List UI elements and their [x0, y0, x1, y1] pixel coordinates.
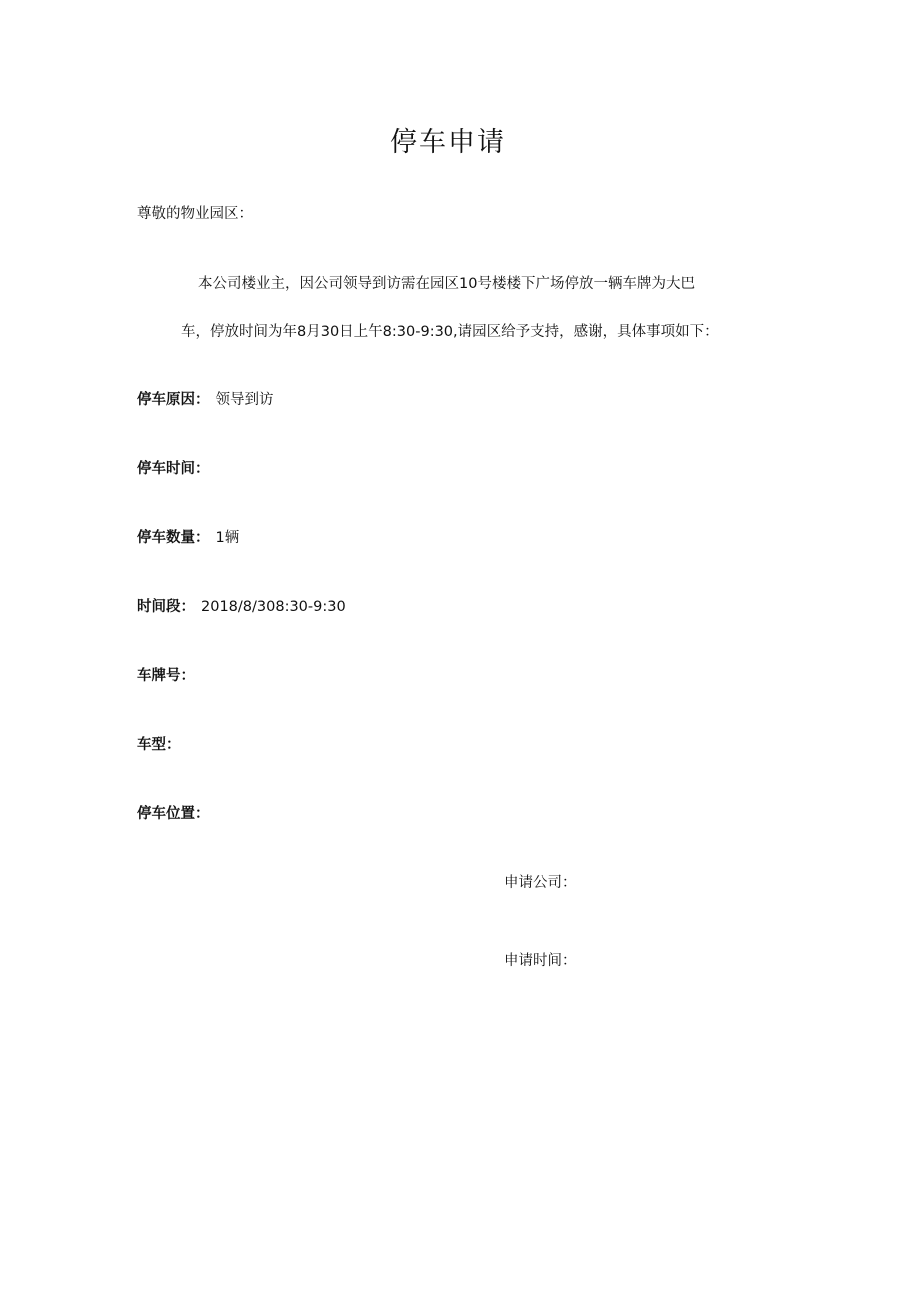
field-time-period: [137, 595, 346, 616]
field-label: 停车数量：: [137, 530, 210, 546]
field-parking-location: [137, 802, 216, 823]
field-label: 车牌号：: [137, 668, 195, 684]
field-value: 1辆: [215, 530, 240, 546]
field-license-plate: [137, 664, 201, 685]
document-title: 停车申请: [390, 127, 506, 158]
greeting: 尊敬的物业园区：: [137, 206, 253, 222]
field-label: 停车原因：: [137, 392, 210, 408]
field-label: 停车时间：: [137, 461, 210, 477]
body-paragraph-line-1: 本公司楼业主，因公司领导到访需在园区10号楼楼下广场停放一辆车牌为大巴: [198, 276, 695, 292]
field-parking-reason: [137, 388, 274, 409]
field-parking-quantity: [137, 526, 239, 547]
field-label: 停车位置：: [137, 806, 210, 822]
field-value: 领导到访: [215, 392, 274, 408]
application-date-label: 申请时间：: [504, 953, 577, 969]
applicant-company-label: 申请公司：: [504, 875, 577, 891]
field-label: 时间段：: [137, 599, 195, 615]
field-vehicle-type: [137, 733, 187, 754]
body-paragraph-line-2: 车，停放时间为年8月30日上午8:30-9:30,请园区给予支持，感谢，具体事项如下：: [181, 324, 719, 340]
field-label: 车型：: [137, 737, 181, 753]
field-value: 2018/8/308:30-9:30: [201, 599, 346, 615]
field-parking-time: [137, 457, 216, 478]
